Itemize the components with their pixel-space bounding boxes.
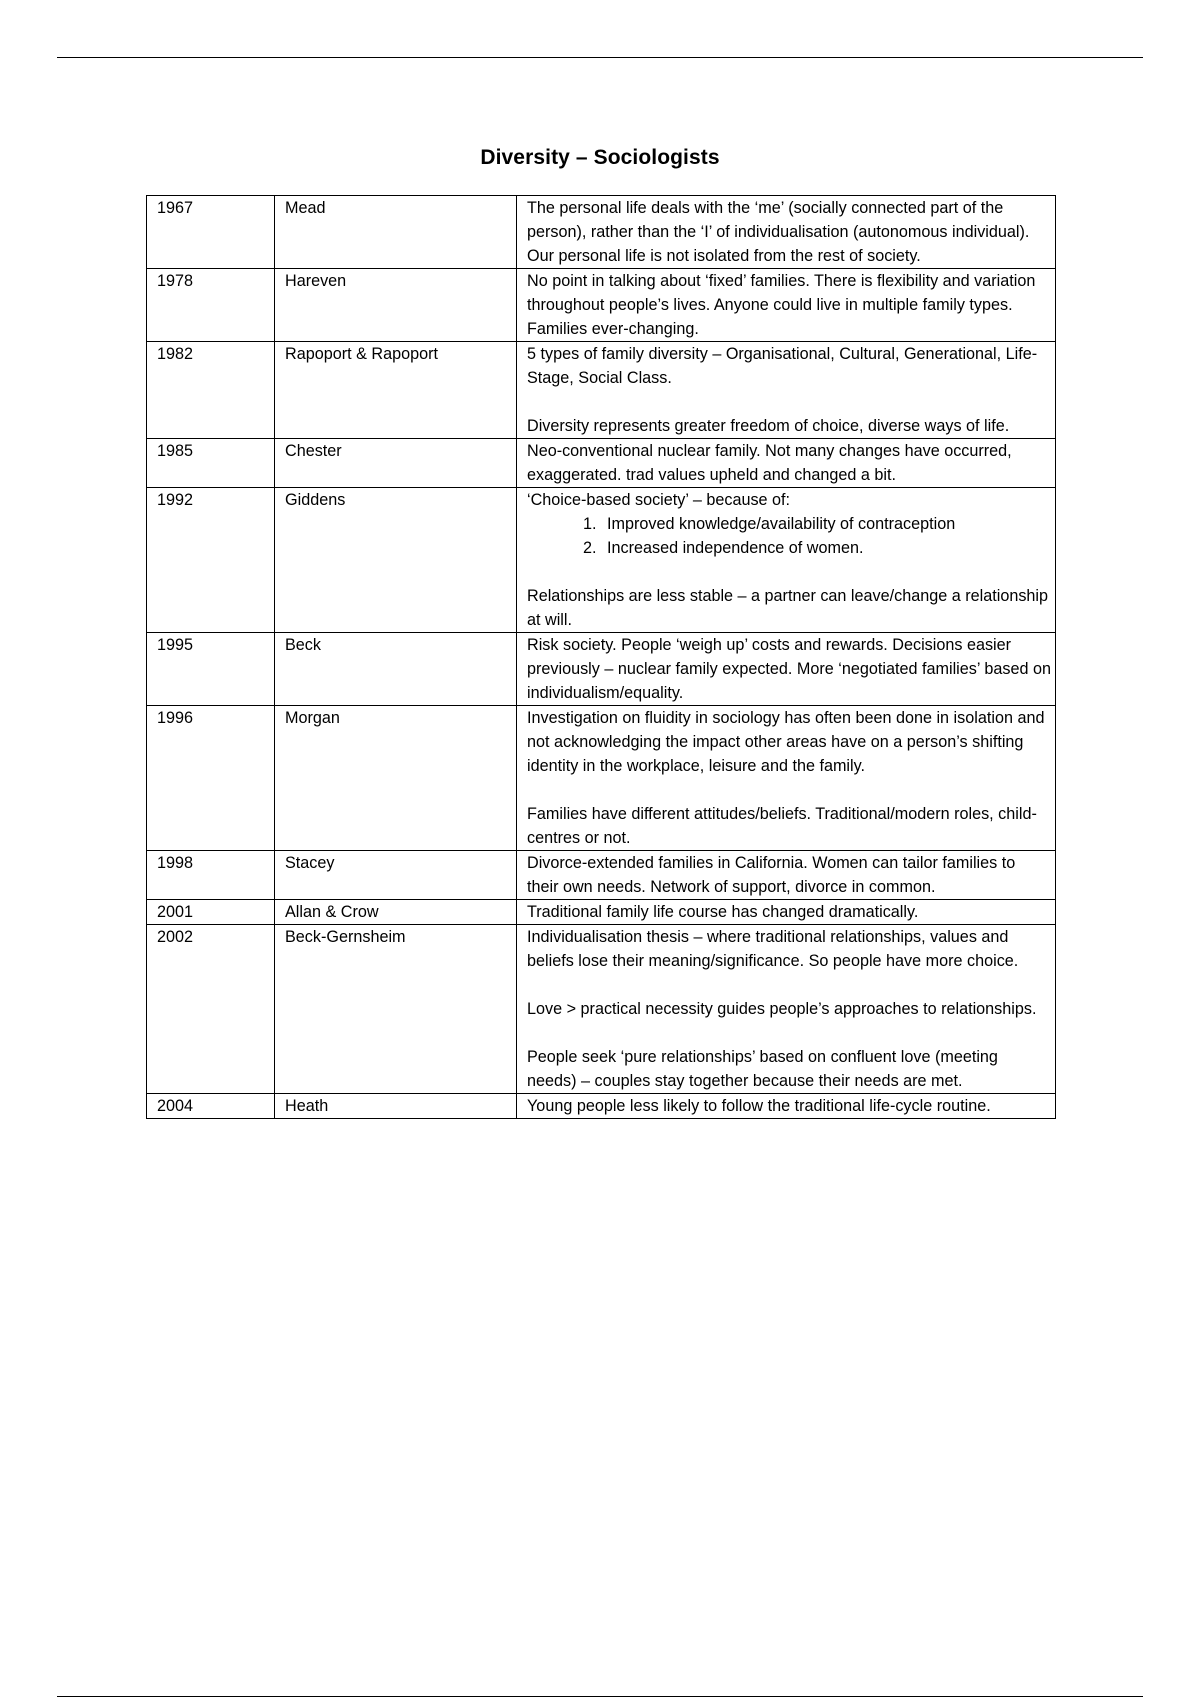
description-cell [517, 900, 1056, 925]
year-cell: 2002 [147, 925, 275, 1094]
year-cell: 1982 [147, 342, 275, 439]
sociologists-table [146, 195, 1056, 1119]
description-paragraph: Families have different attitudes/beliefs. Traditional/modern roles, child-centres or not. [527, 805, 1037, 847]
list-item: 1. Improved knowledge/availability of contraception [601, 512, 1051, 536]
description-cell [517, 196, 1056, 269]
sociologist-name: Giddens [275, 488, 517, 633]
description-cell [517, 925, 1056, 1094]
description-intro: ‘Choice-based society’ – because of: [527, 491, 791, 509]
sociologist-name: Hareven [275, 269, 517, 342]
description-cell [517, 633, 1056, 706]
year-cell: 1978 [147, 269, 275, 342]
table-row [147, 439, 1056, 488]
description-paragraph: Risk society. People ‘weigh up’ costs and rewards. Decisions easier previously – nuclear family expected. More ‘negotiated families’ based on individualism/equality. [527, 636, 1051, 702]
description-cell [517, 269, 1056, 342]
year-cell: 2004 [147, 1094, 275, 1119]
description-cell [517, 1094, 1056, 1119]
description-paragraph: Diversity represents greater freedom of choice, diverse ways of life. [527, 417, 1010, 435]
description-cell [517, 706, 1056, 851]
sociologist-name: Beck [275, 633, 517, 706]
table-row [147, 196, 1056, 269]
description-paragraph: Investigation on fluidity in sociology has often been done in isolation and not acknowledging the impact other areas have on a person’s shifting identity in the workplace, leisure and the family. [527, 709, 1045, 775]
description-cell [517, 851, 1056, 900]
description-paragraph: Young people less likely to follow the traditional life-cycle routine. [527, 1097, 991, 1115]
sociologist-name: Rapoport & Rapoport [275, 342, 517, 439]
description-cell [517, 342, 1056, 439]
year-cell: 1995 [147, 633, 275, 706]
description-paragraph: People seek ‘pure relationships’ based on confluent love (meeting needs) – couples stay together because their needs are met. [527, 1048, 998, 1090]
description-paragraph: 5 types of family diversity – Organisational, Cultural, Generational, Life-Stage, Social Class. [527, 345, 1038, 387]
year-cell: 1998 [147, 851, 275, 900]
description-paragraph: Traditional family life course has changed dramatically. [527, 903, 919, 921]
numbered-list [527, 512, 1051, 560]
description-cell [517, 439, 1056, 488]
table-row [147, 900, 1056, 925]
page-title: Diversity – Sociologists [480, 146, 720, 169]
sociologist-name: Chester [275, 439, 517, 488]
sociologist-name: Allan & Crow [275, 900, 517, 925]
table-row [147, 342, 1056, 439]
description-paragraph: The personal life deals with the ‘me’ (socially connected part of the person), rather than the ‘I’ of individualisation (autonomous individual). Our personal life is not isolated from the rest of society. [527, 199, 1030, 265]
sociologist-name: Morgan [275, 706, 517, 851]
description-paragraph: Divorce-extended families in California. Women can tailor families to their own needs. Network of support, divorce in common. [527, 854, 1016, 896]
sociologist-name: Mead [275, 196, 517, 269]
sociologist-name: Heath [275, 1094, 517, 1119]
header-rule [57, 57, 1143, 58]
table-row [147, 269, 1056, 342]
footer-rule [57, 1696, 1143, 1697]
table-row [147, 925, 1056, 1094]
description-paragraph: Love > practical necessity guides people’s approaches to relationships. [527, 1000, 1037, 1018]
description-paragraph: No point in talking about ‘fixed’ families. There is flexibility and variation throughout people’s lives. Anyone could live in multiple family types. Families ever-changing. [527, 272, 1036, 338]
table-row [147, 633, 1056, 706]
year-cell: 1992 [147, 488, 275, 633]
table-row [147, 851, 1056, 900]
description-paragraph: Individualisation thesis – where traditional relationships, values and beliefs lose their meaning/significance. So people have more choice. [527, 928, 1019, 970]
description-paragraph: Neo-conventional nuclear family. Not many changes have occurred, exaggerated. trad values upheld and changed a bit. [527, 442, 1012, 484]
list-item: 2. Increased independence of women. [601, 536, 1051, 560]
description-cell [517, 488, 1056, 633]
year-cell: 1996 [147, 706, 275, 851]
sociologist-name: Beck-Gernsheim [275, 925, 517, 1094]
description-paragraph: Relationships are less stable – a partner can leave/change a relationship at will. [527, 587, 1049, 629]
table-row [147, 706, 1056, 851]
table-row [147, 488, 1056, 633]
year-cell: 1967 [147, 196, 275, 269]
year-cell: 1985 [147, 439, 275, 488]
year-cell: 2001 [147, 900, 275, 925]
table-row [147, 1094, 1056, 1119]
sociologist-name: Stacey [275, 851, 517, 900]
